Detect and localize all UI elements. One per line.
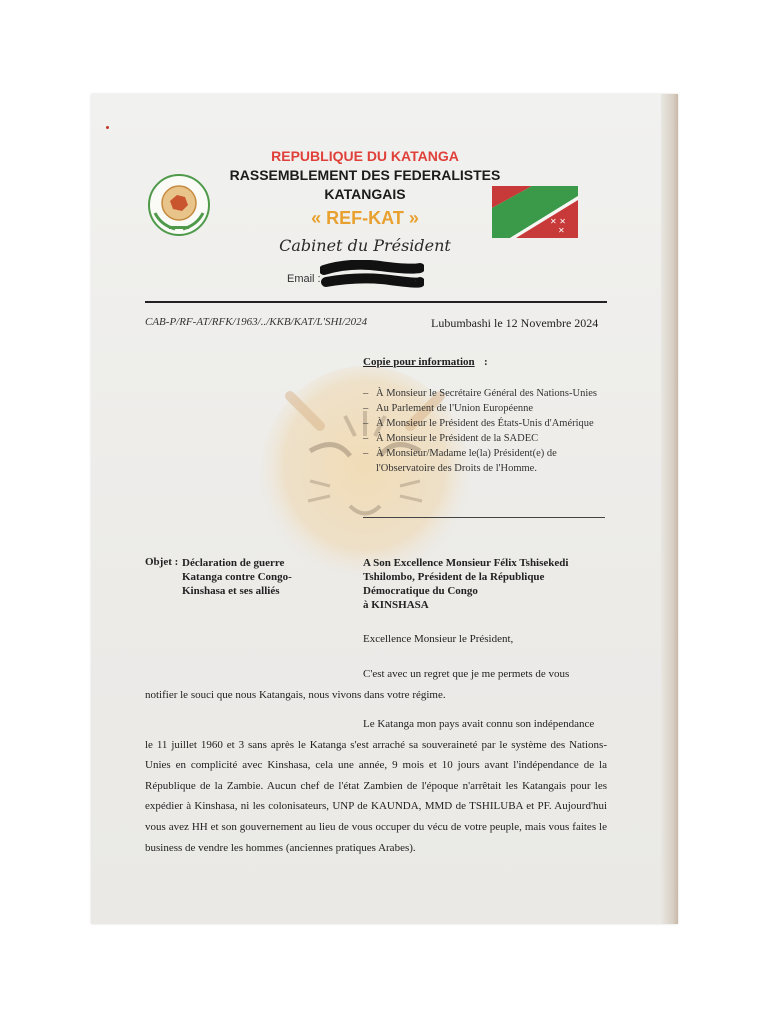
paper-edge: [661, 94, 678, 924]
letter-date: Lubumbashi le 12 Novembre 2024: [431, 316, 599, 330]
svg-text:✕ ✕: ✕ ✕: [550, 217, 566, 226]
redaction-mark: [320, 260, 424, 292]
cabinet-title: Cabinet du Président: [279, 236, 451, 255]
copies-title: Copie pour information: [363, 356, 475, 368]
paragraph-2: [145, 714, 607, 858]
svg-text:✕: ✕: [558, 226, 565, 235]
recipient-line: à KINSHASA: [363, 599, 429, 611]
recipient-line: A Son Excellence Monsieur Félix Tshisekedi: [363, 557, 569, 569]
paragraph-1-text: notifier le souci que nous Katangais, nous vivons dans votre régime.: [145, 688, 446, 701]
header-divider: [145, 301, 607, 303]
objet-text: Déclaration de guerre Katanga contre Congo-Kinshasa et ses alliés: [182, 557, 292, 597]
email-label: Email :: [287, 273, 321, 285]
organization-heading-line2: KATANGAIS: [324, 186, 406, 202]
objet-label: Objet :: [145, 556, 179, 568]
paragraph-1: [145, 664, 607, 705]
organization-heading-line1: RASSEMBLEMENT DES FEDERALISTES: [229, 167, 501, 183]
recipient-block: [363, 556, 613, 612]
copies-title-colon: :: [484, 356, 488, 368]
paragraph-2-text: le 11 juillet 1960 et 3 sans après le Katanga s'est arraché sa souveraineté par le système des Nations-Unies en complicité avec Kinshasa, cela une année, 9 mois et 10 jours avant l'indépendance de la République de la Zambie. Aucun chef de l'état Zambien de l'époque n'arrêtait les Katangais pour les expédier à Kinshasa, ni les colonisateurs, UNP de KAUNDA, MMD de TSHILUBA et PF. Aujourd'hui vous avez HH et son gouvernement au lieu de vous occuper du vécu de votre peuple, mais vous faites le business de vendre les hommes (anciennes pratiques Arabes).: [145, 738, 607, 854]
copy-recipient: – Au Parlement de l'Union Européenne: [363, 401, 613, 416]
recipient-line: Tshilombo, Président de la République: [363, 571, 545, 583]
republic-heading: REPUBLIQUE DU KATANGA: [271, 148, 459, 164]
recipient-line: Démocratique du Congo: [363, 585, 478, 597]
katanga-flag-icon: [492, 186, 578, 238]
copy-recipient: – À Monsieur/Madame le(la) Président(e) de l'Observatoire des Droits de l'Homme.: [363, 446, 613, 476]
copies-divider: [363, 517, 605, 518]
acronym-heading: « REF-KAT »: [311, 208, 419, 228]
salutation: Excellence Monsieur le Président,: [363, 633, 514, 645]
paragraph-2-opening: Le Katanga mon pays avait connu son indépendance: [363, 718, 595, 730]
copy-recipient: – À Monsieur le Président des États-Unis d'Amérique: [363, 416, 613, 431]
copies-list: [363, 386, 613, 476]
paper-speck: [106, 126, 109, 129]
reference-number: CAB-P/RF-AT/RFK/1963/../KKB/KAT/L'SHI/2024: [145, 316, 368, 328]
copy-recipient: – À Monsieur le Secrétaire Général des Nations-Unies: [363, 386, 613, 401]
copy-recipient: – À Monsieur le Président de la SADEC: [363, 431, 613, 446]
paragraph-1-opening: C'est avec un regret que je me permets de vous: [363, 668, 570, 680]
